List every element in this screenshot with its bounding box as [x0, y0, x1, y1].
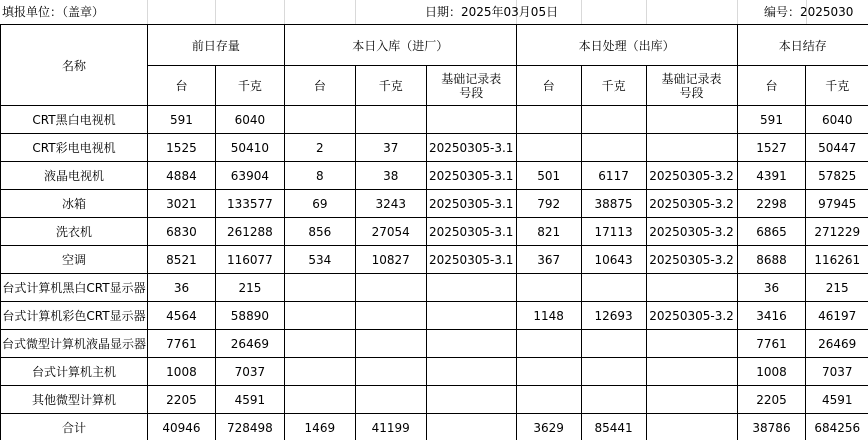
col-header-end-kg: 千克 — [806, 66, 868, 106]
in-kg-cell: 41199 — [355, 414, 426, 440]
report-code: 编号：2025030 — [764, 5, 854, 19]
report-date: 日期：2025年03月05日 — [425, 5, 559, 19]
out-tai-cell: 367 — [516, 246, 581, 274]
end-tai-cell: 1527 — [737, 134, 806, 162]
in-kg-cell: 10827 — [355, 246, 426, 274]
out-tai-cell — [516, 106, 581, 134]
item-name: CRT彩电电视机 — [1, 134, 148, 162]
item-name: 台式计算机彩色CRT显示器 — [1, 302, 148, 330]
col-header-out-kg: 千克 — [581, 66, 646, 106]
prev-kg-cell: 261288 — [215, 218, 284, 246]
in-kg-cell — [355, 302, 426, 330]
end-kg-cell: 57825 — [806, 162, 868, 190]
end-kg-cell: 97945 — [806, 190, 868, 218]
in-record-cell — [426, 302, 516, 330]
col-group-prev-stock: 前日存量 — [147, 25, 284, 66]
out-record-cell — [646, 330, 737, 358]
col-header-prev-kg: 千克 — [215, 66, 284, 106]
prev-kg-cell: 6040 — [215, 106, 284, 134]
end-tai-cell: 2205 — [737, 386, 806, 414]
end-kg-cell: 215 — [806, 274, 868, 302]
table-row — [1, 218, 868, 246]
in-record-cell: 20250305-3.1 — [426, 190, 516, 218]
prev-kg-cell: 58890 — [215, 302, 284, 330]
in-tai-cell — [284, 274, 355, 302]
col-header-out-record — [646, 66, 737, 106]
out-tai-cell — [516, 134, 581, 162]
record-line-1: 基础记录表 — [661, 71, 722, 86]
prev-tai-cell: 1525 — [147, 134, 215, 162]
end-kg-cell: 7037 — [806, 358, 868, 386]
item-name: 台式计算机黑白CRT显示器 — [1, 274, 148, 302]
item-name: 冰箱 — [1, 190, 148, 218]
end-kg-cell: 4591 — [806, 386, 868, 414]
reporting-unit-label: 填报单位：（盖章） — [2, 5, 105, 19]
out-record-cell — [646, 134, 737, 162]
in-kg-cell: 3243 — [355, 190, 426, 218]
col-header-in-record — [426, 66, 516, 106]
in-record-cell: 20250305-3.1 — [426, 162, 516, 190]
in-kg-cell: 27054 — [355, 218, 426, 246]
out-kg-cell — [581, 386, 646, 414]
out-kg-cell — [581, 106, 646, 134]
prev-tai-cell: 6830 — [147, 218, 215, 246]
out-kg-cell: 85441 — [581, 414, 646, 440]
end-kg-cell: 50447 — [806, 134, 868, 162]
in-record-cell: 20250305-3.1 — [426, 218, 516, 246]
in-tai-cell — [284, 330, 355, 358]
prev-kg-cell: 26469 — [215, 330, 284, 358]
end-kg-cell: 116261 — [806, 246, 868, 274]
col-group-end-stock: 本日结存 — [737, 25, 868, 66]
prev-tai-cell: 4884 — [147, 162, 215, 190]
col-header-prev-tai: 台 — [147, 66, 215, 106]
in-kg-cell — [355, 106, 426, 134]
prev-kg-cell: 63904 — [215, 162, 284, 190]
record-line-2: 号段 — [459, 85, 484, 100]
table-row — [1, 162, 868, 190]
end-kg-cell: 46197 — [806, 302, 868, 330]
in-record-cell: 20250305-3.1 — [426, 246, 516, 274]
prev-kg-cell: 133577 — [215, 190, 284, 218]
table-row — [1, 106, 868, 134]
col-group-outbound: 本日处理（出库） — [516, 25, 737, 66]
prev-kg-cell: 215 — [215, 274, 284, 302]
item-name: 其他微型计算机 — [1, 386, 148, 414]
record-line-2: 号段 — [679, 85, 704, 100]
prev-kg-cell: 116077 — [215, 246, 284, 274]
end-tai-cell: 38786 — [737, 414, 806, 440]
prev-tai-cell: 8521 — [147, 246, 215, 274]
end-tai-cell: 8688 — [737, 246, 806, 274]
in-tai-cell: 856 — [284, 218, 355, 246]
col-header-in-kg: 千克 — [355, 66, 426, 106]
col-header-end-tai: 台 — [737, 66, 806, 106]
out-kg-cell: 17113 — [581, 218, 646, 246]
prev-tai-cell: 4564 — [147, 302, 215, 330]
out-record-cell — [646, 274, 737, 302]
out-record-cell: 20250305-3.2 — [646, 218, 737, 246]
out-kg-cell — [581, 330, 646, 358]
out-tai-cell: 1148 — [516, 302, 581, 330]
inventory-table — [0, 24, 868, 440]
table-row — [1, 190, 868, 218]
in-tai-cell: 534 — [284, 246, 355, 274]
out-tai-cell: 501 — [516, 162, 581, 190]
in-kg-cell — [355, 386, 426, 414]
prev-tai-cell: 40946 — [147, 414, 215, 440]
item-name: 液晶电视机 — [1, 162, 148, 190]
out-record-cell: 20250305-3.2 — [646, 246, 737, 274]
item-name: 合计 — [1, 414, 148, 440]
out-kg-cell: 12693 — [581, 302, 646, 330]
table-row — [1, 134, 868, 162]
prev-kg-cell: 728498 — [215, 414, 284, 440]
table-row — [1, 274, 868, 302]
record-line-1: 基础记录表 — [441, 71, 502, 86]
out-kg-cell: 10643 — [581, 246, 646, 274]
col-header-name: 名称 — [1, 25, 148, 106]
out-record-cell: 20250305-3.2 — [646, 190, 737, 218]
end-tai-cell: 7761 — [737, 330, 806, 358]
prev-tai-cell: 7761 — [147, 330, 215, 358]
out-kg-cell: 6117 — [581, 162, 646, 190]
item-name: 空调 — [1, 246, 148, 274]
out-kg-cell — [581, 274, 646, 302]
in-record-cell — [426, 274, 516, 302]
item-name: 台式计算机主机 — [1, 358, 148, 386]
in-record-cell — [426, 414, 516, 440]
in-record-cell — [426, 106, 516, 134]
in-kg-cell — [355, 274, 426, 302]
prev-tai-cell: 2205 — [147, 386, 215, 414]
prev-kg-cell: 50410 — [215, 134, 284, 162]
table-row — [1, 358, 868, 386]
in-record-cell: 20250305-3.1 — [426, 134, 516, 162]
prev-kg-cell: 7037 — [215, 358, 284, 386]
in-kg-cell — [355, 330, 426, 358]
prev-tai-cell: 591 — [147, 106, 215, 134]
in-tai-cell: 8 — [284, 162, 355, 190]
in-kg-cell — [355, 358, 426, 386]
item-name: 洗衣机 — [1, 218, 148, 246]
item-name: 台式微型计算机液晶显示器 — [1, 330, 148, 358]
out-kg-cell: 38875 — [581, 190, 646, 218]
prev-tai-cell: 1008 — [147, 358, 215, 386]
end-tai-cell: 3416 — [737, 302, 806, 330]
out-record-cell: 20250305-3.2 — [646, 162, 737, 190]
out-record-cell — [646, 386, 737, 414]
prev-kg-cell: 4591 — [215, 386, 284, 414]
out-tai-cell: 3629 — [516, 414, 581, 440]
item-name: CRT黑白电视机 — [1, 106, 148, 134]
in-record-cell — [426, 330, 516, 358]
out-record-cell — [646, 414, 737, 440]
out-tai-cell: 821 — [516, 218, 581, 246]
end-tai-cell: 591 — [737, 106, 806, 134]
table-row — [1, 386, 868, 414]
end-kg-cell: 271229 — [806, 218, 868, 246]
sheet-header-row — [0, 0, 868, 24]
out-kg-cell — [581, 358, 646, 386]
in-tai-cell: 69 — [284, 190, 355, 218]
in-tai-cell: 1469 — [284, 414, 355, 440]
out-record-cell — [646, 106, 737, 134]
end-tai-cell: 2298 — [737, 190, 806, 218]
end-tai-cell: 1008 — [737, 358, 806, 386]
end-tai-cell: 36 — [737, 274, 806, 302]
col-header-in-tai: 台 — [284, 66, 355, 106]
out-record-cell — [646, 358, 737, 386]
in-kg-cell: 38 — [355, 162, 426, 190]
end-kg-cell: 26469 — [806, 330, 868, 358]
in-tai-cell — [284, 302, 355, 330]
out-tai-cell — [516, 274, 581, 302]
end-kg-cell: 6040 — [806, 106, 868, 134]
col-group-inbound: 本日入库（进厂） — [284, 25, 516, 66]
in-record-cell — [426, 358, 516, 386]
total-row — [1, 414, 868, 440]
in-tai-cell — [284, 358, 355, 386]
out-tai-cell: 792 — [516, 190, 581, 218]
in-record-cell — [426, 386, 516, 414]
prev-tai-cell: 36 — [147, 274, 215, 302]
end-kg-cell: 684256 — [806, 414, 868, 440]
out-record-cell: 20250305-3.2 — [646, 302, 737, 330]
end-tai-cell: 4391 — [737, 162, 806, 190]
out-tai-cell — [516, 386, 581, 414]
table-row — [1, 246, 868, 274]
in-tai-cell — [284, 106, 355, 134]
end-tai-cell: 6865 — [737, 218, 806, 246]
out-kg-cell — [581, 134, 646, 162]
out-tai-cell — [516, 330, 581, 358]
in-kg-cell: 37 — [355, 134, 426, 162]
col-header-out-tai: 台 — [516, 66, 581, 106]
table-row — [1, 330, 868, 358]
table-row — [1, 302, 868, 330]
out-tai-cell — [516, 358, 581, 386]
prev-tai-cell: 3021 — [147, 190, 215, 218]
in-tai-cell: 2 — [284, 134, 355, 162]
in-tai-cell — [284, 386, 355, 414]
